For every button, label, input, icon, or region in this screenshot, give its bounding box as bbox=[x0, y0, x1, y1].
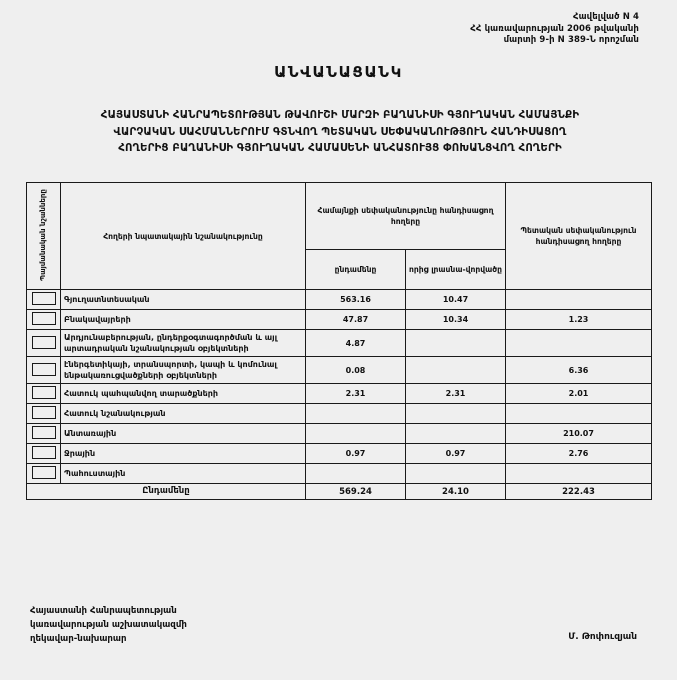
row-state: 6.36 bbox=[506, 357, 652, 384]
row-state: 2.76 bbox=[506, 444, 652, 464]
total-total: 569.24 bbox=[306, 484, 406, 500]
total-state: 222.43 bbox=[506, 484, 652, 500]
row-total: 2.31 bbox=[306, 384, 406, 404]
signature-line-1: Հայաստանի Հանրապետության bbox=[30, 606, 177, 616]
symbol-box-cell bbox=[27, 290, 61, 310]
row-label: Բնակավայրերի bbox=[61, 310, 306, 330]
table-header-row bbox=[27, 183, 652, 250]
row-total bbox=[306, 404, 406, 424]
subtitle-line-3: ՀՈՂԵՐԻՑ ԲԱՂԱՆԻՍԻ ԳՅՈՒՂԱԿԱՆ ՀԱՄԱՍԵՆԻ ԱՆՀԱՏՈՒՅՑ ՓՈԽԱՆՑՎՈՂ ՀՈՂԵՐԻ bbox=[118, 143, 562, 154]
row-other: 0.97 bbox=[406, 444, 506, 464]
row-total: 4.87 bbox=[306, 330, 406, 357]
row-state bbox=[506, 290, 652, 310]
row-label: Հատուկ նշանակության bbox=[61, 404, 306, 424]
symbol-box bbox=[32, 426, 56, 439]
row-state: 210.07 bbox=[506, 424, 652, 444]
col-header-other: որից լրասնա-վորվածը bbox=[406, 250, 506, 290]
symbol-box bbox=[32, 292, 56, 305]
symbol-box-cell bbox=[27, 310, 61, 330]
document-subtitle bbox=[36, 108, 644, 158]
table-row bbox=[27, 357, 652, 384]
subtitle-line-2: ՎԱՐՉԱԿԱՆ ՍԱՀՄԱՆՆԵՐՈՒՄ ԳՏՆՎՈՂ ՊԵՏԱԿԱՆ ՍԵՓԱԿԱՆՈՒԹՅՈՒՆ ՀԱՆԴԻՍԱՑՈՂ bbox=[113, 126, 567, 138]
symbol-box bbox=[32, 386, 56, 399]
row-total bbox=[306, 464, 406, 484]
signatory-name: Մ. Թոփուզյան bbox=[568, 632, 637, 642]
table-row bbox=[27, 384, 652, 404]
total-label: Ընդամենը bbox=[27, 484, 306, 500]
document-header bbox=[470, 12, 639, 47]
table-row bbox=[27, 330, 652, 357]
header-line-3: մարտի 9-ի N 389-Ն որոշման bbox=[503, 35, 639, 45]
row-label: Անտառային bbox=[61, 424, 306, 444]
table-row bbox=[27, 310, 652, 330]
row-other: 2.31 bbox=[406, 384, 506, 404]
signature-block bbox=[30, 604, 187, 646]
row-state: 1.23 bbox=[506, 310, 652, 330]
subtitle-line-1: ՀԱՅԱՍՏԱՆԻ ՀԱՆՐԱՊԵՏՈՒԹՅԱՆ ԹԱՎՈՒՇԻ ՄԱՐԶԻ ԲԱՂԱՆԻՍԻ ԳՅՈՒՂԱԿԱՆ ՀԱՄԱՅՆՔԻ bbox=[100, 110, 580, 121]
row-other: 10.47 bbox=[406, 290, 506, 310]
row-state bbox=[506, 404, 652, 424]
page-title: ԱՆՎԱՆԱՑԱՆԿ bbox=[274, 63, 403, 81]
symbol-box bbox=[32, 336, 56, 349]
header-line-2: ՀՀ կառավարության 2006 թվականի bbox=[470, 23, 639, 34]
symbol-box bbox=[32, 446, 56, 459]
row-total: 47.87 bbox=[306, 310, 406, 330]
row-other bbox=[406, 330, 506, 357]
row-label: Գյուղատնտեսական bbox=[61, 290, 306, 310]
table-row bbox=[27, 464, 652, 484]
col-header-symbols bbox=[27, 183, 61, 290]
row-state bbox=[506, 330, 652, 357]
table-row bbox=[27, 404, 652, 424]
symbol-box-cell bbox=[27, 357, 61, 384]
col-header-purpose: Հողերի նպատակային նշանակությունը bbox=[61, 183, 306, 290]
table-row bbox=[27, 424, 652, 444]
row-other bbox=[406, 357, 506, 384]
table-row bbox=[27, 290, 652, 310]
signature-line-3: ղեկավար-նախարար bbox=[30, 634, 127, 644]
symbol-box-cell bbox=[27, 384, 61, 404]
symbol-box-cell bbox=[27, 444, 61, 464]
col-header-symbols-label: Պայմանական նշանները bbox=[39, 189, 47, 281]
row-other: 10.34 bbox=[406, 310, 506, 330]
row-label: Ջրային bbox=[61, 444, 306, 464]
row-state bbox=[506, 464, 652, 484]
table-total-row bbox=[27, 484, 652, 500]
row-state: 2.01 bbox=[506, 384, 652, 404]
row-label: Արդյունաբերության, ընդերքօգտագործման և այլ արտադրական նշանակության օբյեկտների bbox=[61, 330, 306, 357]
table-row bbox=[27, 444, 652, 464]
col-header-state: Պետական սեփականություն հանդիսացող հողերը bbox=[506, 183, 652, 290]
col-header-total: ընդամենը bbox=[306, 250, 406, 290]
row-other bbox=[406, 424, 506, 444]
symbol-box-cell bbox=[27, 330, 61, 357]
row-total: 563.16 bbox=[306, 290, 406, 310]
col-header-community-group: Համայնքի սեփականությունը հանդիսացող հողերը bbox=[306, 183, 506, 250]
symbol-box bbox=[32, 406, 56, 419]
header-line-1: Հավելված N 4 bbox=[572, 12, 639, 22]
signature-line-2: կառավարության աշխատակազմի bbox=[30, 620, 187, 630]
symbol-box bbox=[32, 363, 56, 376]
row-label: էներգետիկայի, տրանսպորտի, կապի և կոմունալ ենթակառուցվածքների օբյեկտների bbox=[61, 357, 306, 384]
row-total bbox=[306, 424, 406, 444]
land-table bbox=[26, 182, 652, 500]
symbol-box bbox=[32, 466, 56, 479]
symbol-box-cell bbox=[27, 424, 61, 444]
row-other bbox=[406, 404, 506, 424]
total-other: 24.10 bbox=[406, 484, 506, 500]
symbol-box-cell bbox=[27, 404, 61, 424]
row-other bbox=[406, 464, 506, 484]
row-label: Պահուստային bbox=[61, 464, 306, 484]
symbol-box bbox=[32, 312, 56, 325]
symbol-box-cell bbox=[27, 464, 61, 484]
row-total: 0.08 bbox=[306, 357, 406, 384]
row-label: Հատուկ պահպանվող տարածքների bbox=[61, 384, 306, 404]
row-total: 0.97 bbox=[306, 444, 406, 464]
